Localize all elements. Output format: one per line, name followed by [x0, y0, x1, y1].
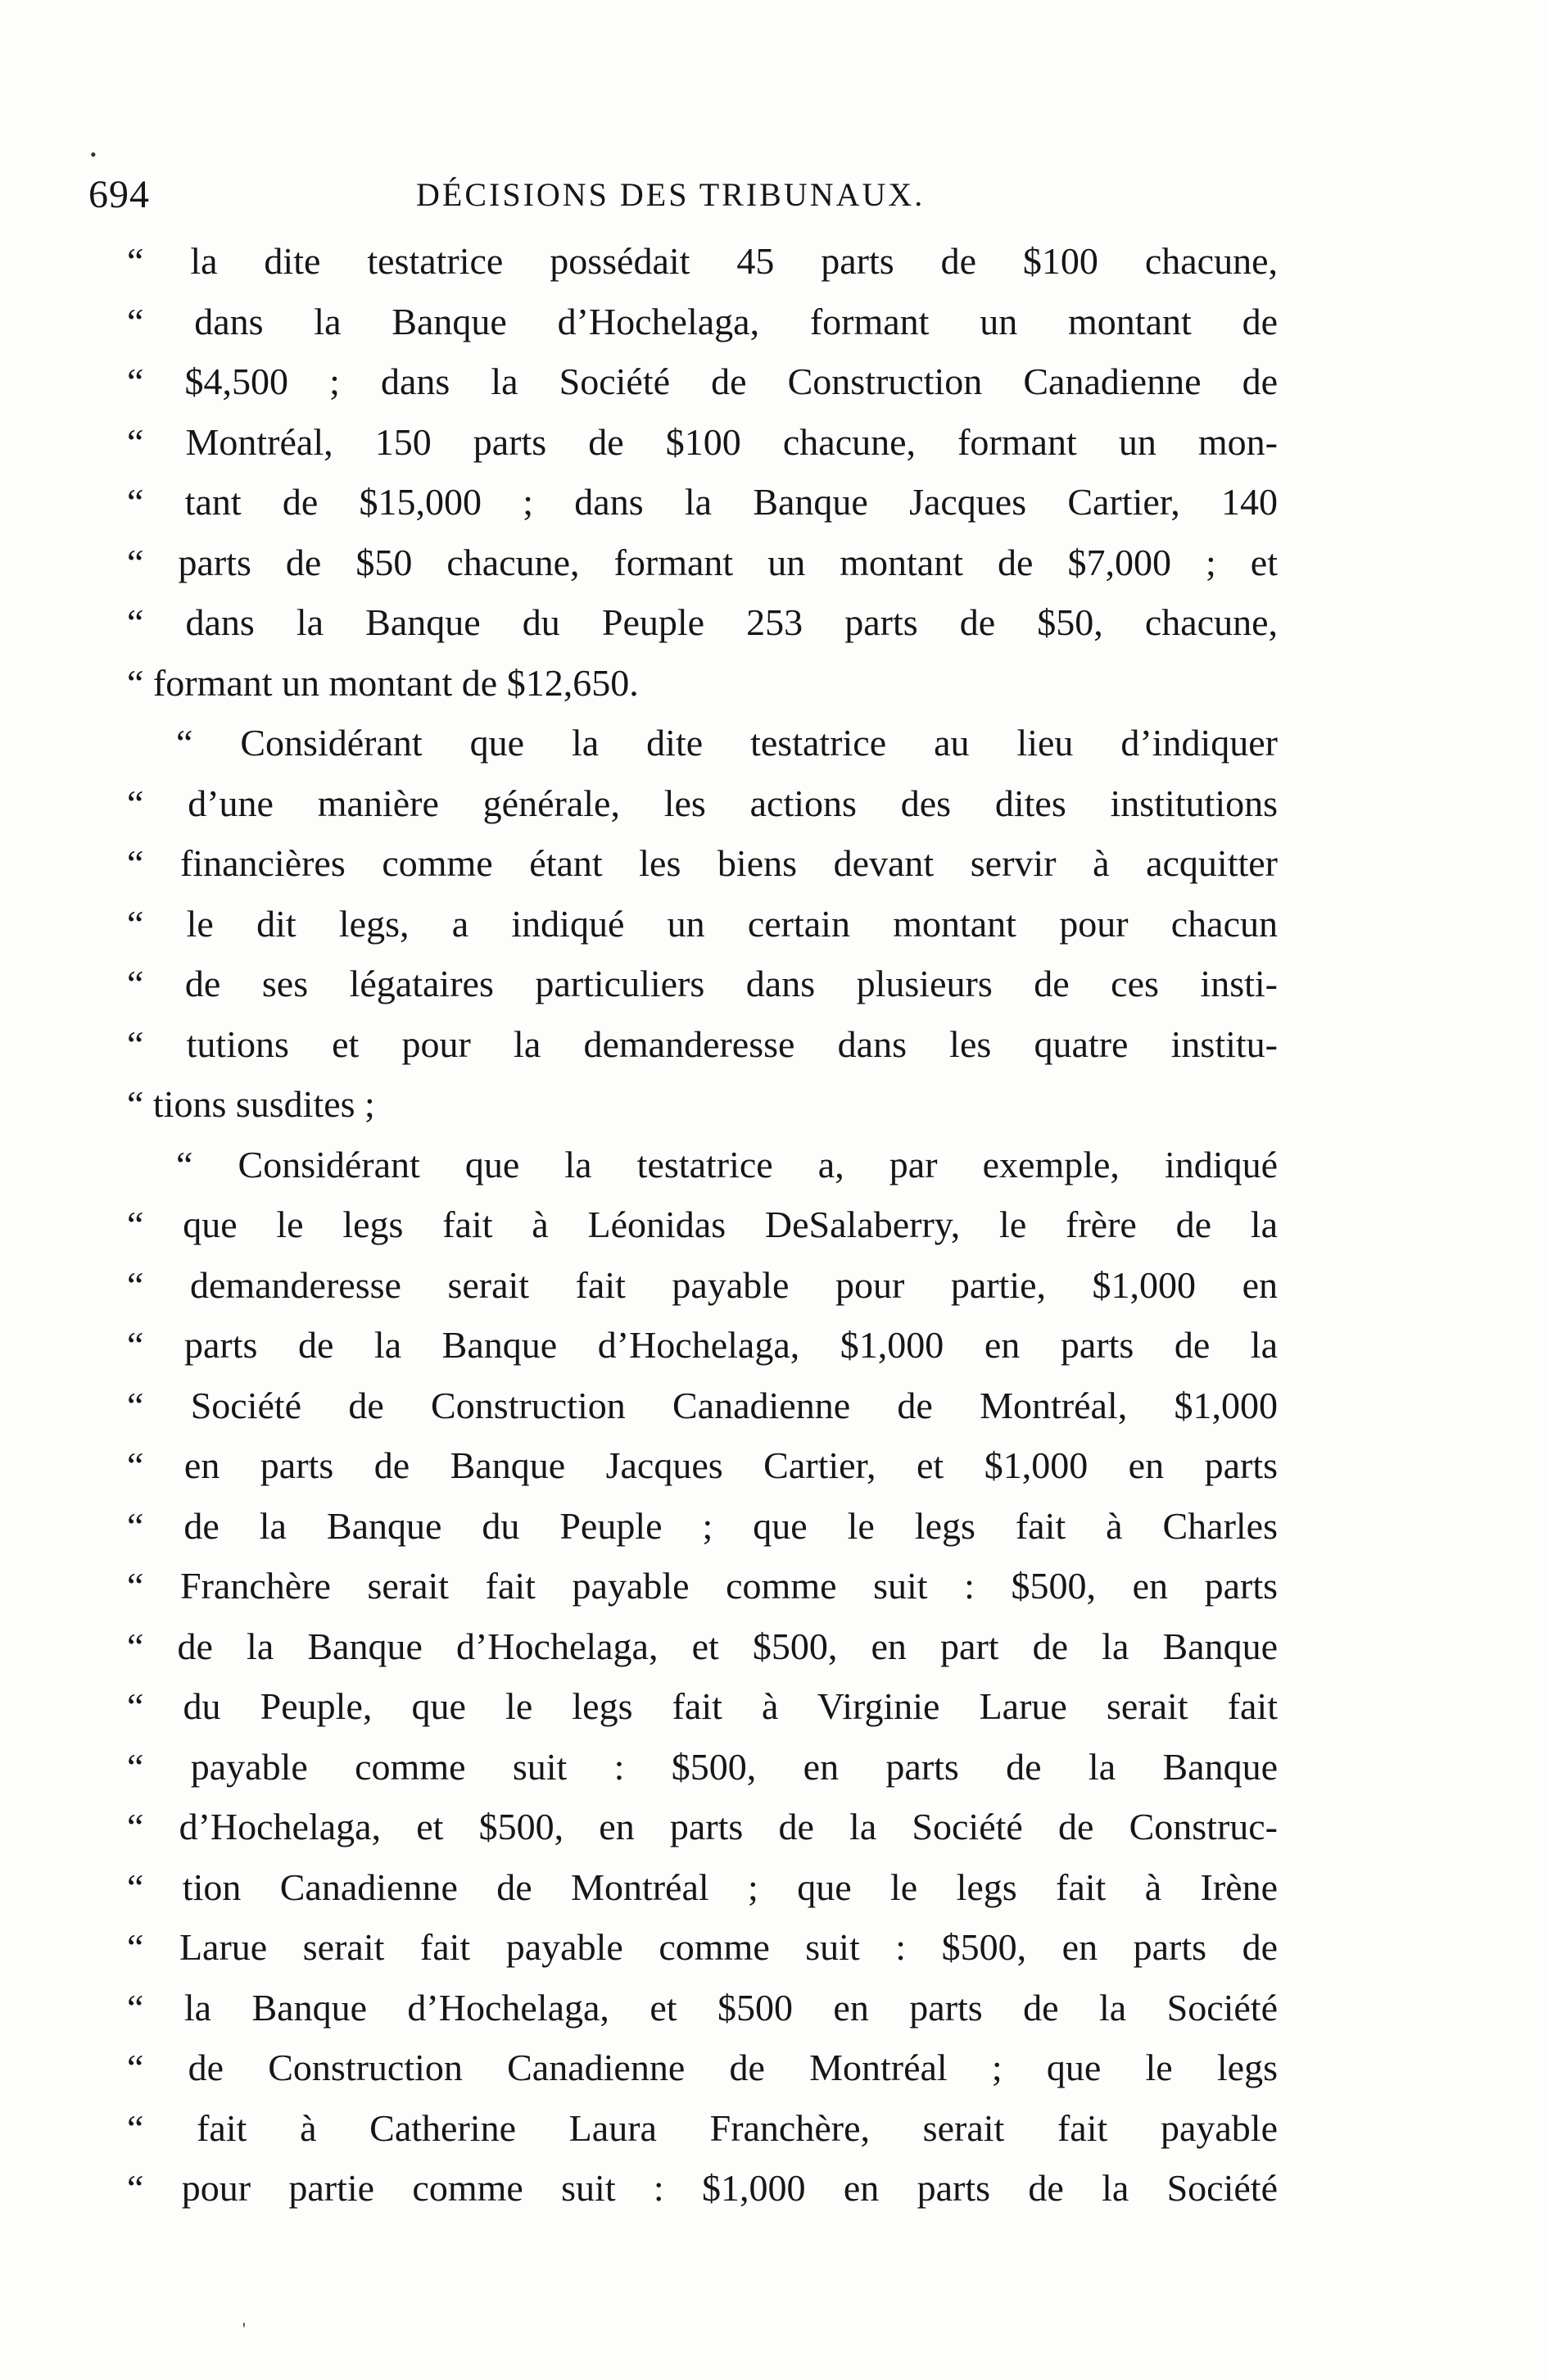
text-line: “ d’Hochelaga, et $500, en parts de la Société de Construc- — [127, 1806, 1278, 1847]
text-line: “ de ses légataires particuliers dans plusieurs de ces insti- — [127, 963, 1278, 1004]
text-line: “ dans la Banque d’Hochelaga, formant un montant de — [127, 300, 1278, 342]
text-line: “ formant un montant de $12,650. — [127, 661, 639, 704]
text-line: “ Franchère serait fait payable comme suit : $500, en parts — [127, 1565, 1278, 1607]
text-line: “ Montréal, 150 parts de $100 chacune, formant un mon- — [127, 420, 1278, 463]
text-line: “ de la Banque d’Hochelaga, et $500, en part de la Banque — [127, 1625, 1278, 1667]
text-line: “ demanderesse serait fait payable pour partie, $1,000 en — [127, 1263, 1278, 1306]
text-line: “ dans la Banque du Peuple 253 parts de $50, chacune, — [127, 601, 1278, 643]
text-line: “ de Construction Canadienne de Montréal ; que le legs — [127, 2047, 1278, 2088]
page-number: 694 — [88, 173, 150, 216]
body-text — [127, 231, 1278, 2219]
text-line: “ tant de $15,000 ; dans la Banque Jacques Cartier, 140 — [127, 481, 1278, 523]
text-line: “ que le legs fait à Léonidas DeSalaberry, le frère de la — [127, 1204, 1278, 1245]
text-line: “ payable comme suit : $500, en parts de la Banque — [127, 1745, 1278, 1788]
stray-mark-bottom: ' — [242, 2319, 246, 2339]
text-line: “ tion Canadienne de Montréal ; que le legs fait à Irène — [127, 1865, 1278, 1908]
text-line: “ financières comme étant les biens devant servir à acquitter — [127, 842, 1278, 884]
page-header — [88, 170, 1284, 220]
text-line: “ fait à Catherine Laura Franchère, serait fait payable — [127, 2106, 1278, 2149]
running-head: DÉCISIONS DES TRIBUNAUX. — [416, 176, 926, 213]
text-line: “ de la Banque du Peuple ; que le legs fait à Charles — [127, 1504, 1278, 1547]
text-line: “ tions susdites ; — [127, 1083, 375, 1125]
text-line: “ du Peuple, que le legs fait à Virginie Larue serait fait — [127, 1685, 1278, 1727]
text-line: “ en parts de Banque Jacques Cartier, et $1,000 en parts — [127, 1444, 1278, 1486]
text-line: “ la dite testatrice possédait 45 parts de $100 chacune, — [127, 240, 1278, 282]
text-line: “ Larue serait fait payable comme suit : $500, en parts de — [127, 1926, 1278, 1968]
text-line: “ Considérant que la testatrice a, par exemple, indiqué — [176, 1143, 1278, 1185]
text-line: “ Société de Construction Canadienne de Montréal, $1,000 — [127, 1384, 1278, 1426]
text-line: “ pour partie comme suit : $1,000 en parts de la Société — [127, 2167, 1278, 2209]
text-line: “ $4,500 ; dans la Société de Construction Canadienne de — [127, 360, 1278, 402]
text-line: “ d’une manière générale, les actions des dites institutions — [127, 782, 1278, 824]
text-line: “ tutions et pour la demanderesse dans les quatre institu- — [127, 1022, 1278, 1065]
text-line: “ parts de la Banque d’Hochelaga, $1,000 en parts de la — [127, 1324, 1278, 1366]
text-line: “ le dit legs, a indiqué un certain montant pour chacun — [127, 902, 1278, 945]
stray-mark-top: • — [90, 144, 97, 165]
text-line: “ la Banque d’Hochelaga, et $500 en parts de la Société — [127, 1986, 1278, 2029]
text-line: “ Considérant que la dite testatrice au lieu d’indiquer — [176, 722, 1278, 764]
text-line: “ parts de $50 chacune, formant un montant de $7,000 ; et — [127, 541, 1278, 583]
